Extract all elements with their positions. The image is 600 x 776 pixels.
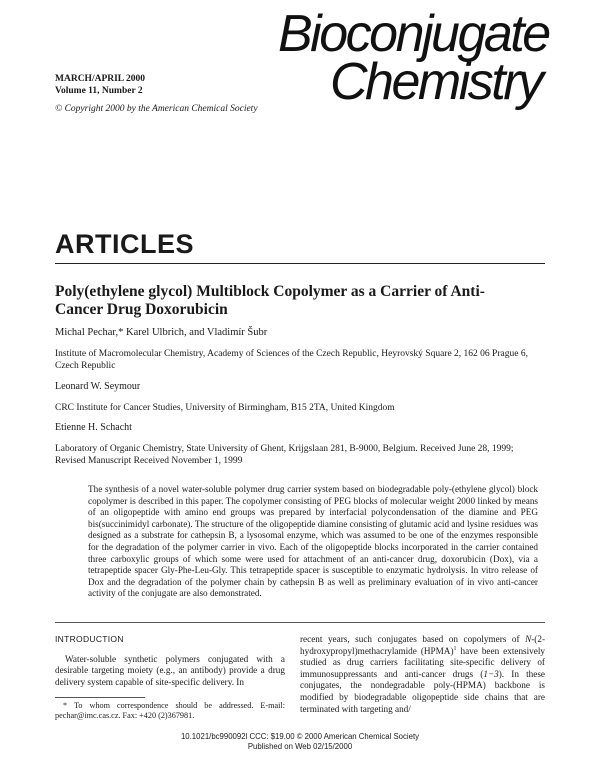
article-title: Poly(ethylene glycol) Multiblock Copolymer as a Carrier of Anti-Cancer Drug Doxorubicin	[55, 283, 485, 318]
intro-right-text-3: have been extensively studied as drug carriers facilitating site-specific delivery of immunosuppressants and anti-cancer drugs (	[300, 645, 545, 679]
footnote-rule	[55, 697, 145, 698]
intro-right-text-2: -(2-hydroxypropyl)methacrylamide (HPMA)	[300, 634, 546, 656]
volume-number: Volume 11, Number 2	[55, 86, 143, 96]
doi-copyright-line: 10.1021/bc990092l CCC: $19.00 © 2000 American Chemical Society	[180, 732, 420, 741]
affiliation-3: Laboratory of Organic Chemistry, State University of Ghent, Krijgslaan 281, B-9000, Belgium.	[55, 444, 418, 454]
intro-right-italic-n: N	[525, 634, 532, 644]
affiliation-3-block	[55, 443, 545, 467]
intro-right-text-4: ). In these conjugates, the nondegradable poly-(HPMA) backbone is modified by biodegradable oligopeptide side chains that are terminated with targeting and/	[300, 668, 545, 714]
section-rule	[55, 263, 545, 264]
intro-right-column	[300, 634, 545, 715]
published-date-line: Published on Web 02/15/2000	[247, 741, 353, 751]
abstract-rule	[55, 622, 545, 623]
abstract: The synthesis of a novel water-soluble polymer drug carrier system based on biodegradable poly-(ethylene glycol) block copolymer is described in this paper. The copolymer consisting of PEG blocks of molecular weight 2000 linked by means of an oligopeptide with amino end groups was prepared by interfacial polycondensation of the diamine and PEG bis(succinimidyl carbonate). The structure of the oligopeptide diamine consisting of glutamic acid and lysine residues was designed as a substrate for cathepsin B, a lysosomal enzyme, which was assumed to be one of the enzymes responsible for the degradation of the polymer carrier in vivo. Each of the oligopeptide blocks incorporated in the carrier contained three carboxylic groups of which some were used for attachment of an anti-cancer drug, doxorubicin (Dox), via a tetrapeptide spacer Gly-Phe-Leu-Gly. This tetrapeptide spacer is susceptible to enzymatic hydrolysis. In vitro release of Dox and the degradation of the polymer chain by cathepsin B as well as preliminary evaluation of in vivo anti-cancer activity of the conjugate are also demonstrated.	[88, 484, 538, 599]
logo-line-2: Chemistry	[330, 53, 542, 111]
correspondence-footnote: * To whom correspondence should be addressed. E-mail: pechar@imc.cas.cz. Fax: +420 (2)367981.	[55, 701, 285, 721]
affiliation-2: CRC Institute for Cancer Studies, University of Birmingham, B15 2TA, United Kingdom	[55, 403, 395, 413]
section-heading: ARTICLES	[55, 229, 194, 259]
author-schacht: Etienne H. Schacht	[55, 422, 132, 433]
intro-left-column	[55, 634, 285, 688]
journal-logo	[278, 5, 568, 111]
issue-date: MARCH/APRIL 2000	[55, 74, 145, 84]
copyright-notice: © Copyright 2000 by the American Chemical Society	[55, 104, 258, 114]
affiliation-1: Institute of Macromolecular Chemistry, Academy of Sciences of the Czech Republic, Heyrovský Square 2, 162 06 Prague 6, Czech Republic	[55, 349, 528, 371]
received-dates: Received June 28, 1999; Revised Manuscript Received November 1, 1999	[55, 444, 514, 466]
author-seymour: Leonard W. Seymour	[55, 381, 141, 392]
author-list: Michal Pechar,* Karel Ulbrich, and Vladimír Šubr	[55, 327, 268, 338]
issue-masthead	[55, 73, 258, 115]
intro-heading: INTRODUCTION	[55, 634, 124, 644]
intro-text-left: Water-soluble synthetic polymers conjugated with a desirable targeting moiety (e.g., an antibody) provide a drug delivery system capable of site-specific delivery. In	[55, 653, 285, 687]
reference-range: 1−3	[483, 668, 499, 679]
intro-right-text-1: recent years, such conjugates based on copolymers of	[300, 634, 520, 644]
publication-info	[0, 732, 600, 751]
footnote-marker: 1	[453, 645, 457, 652]
logo-line-1: Bioconjugate	[278, 5, 549, 63]
